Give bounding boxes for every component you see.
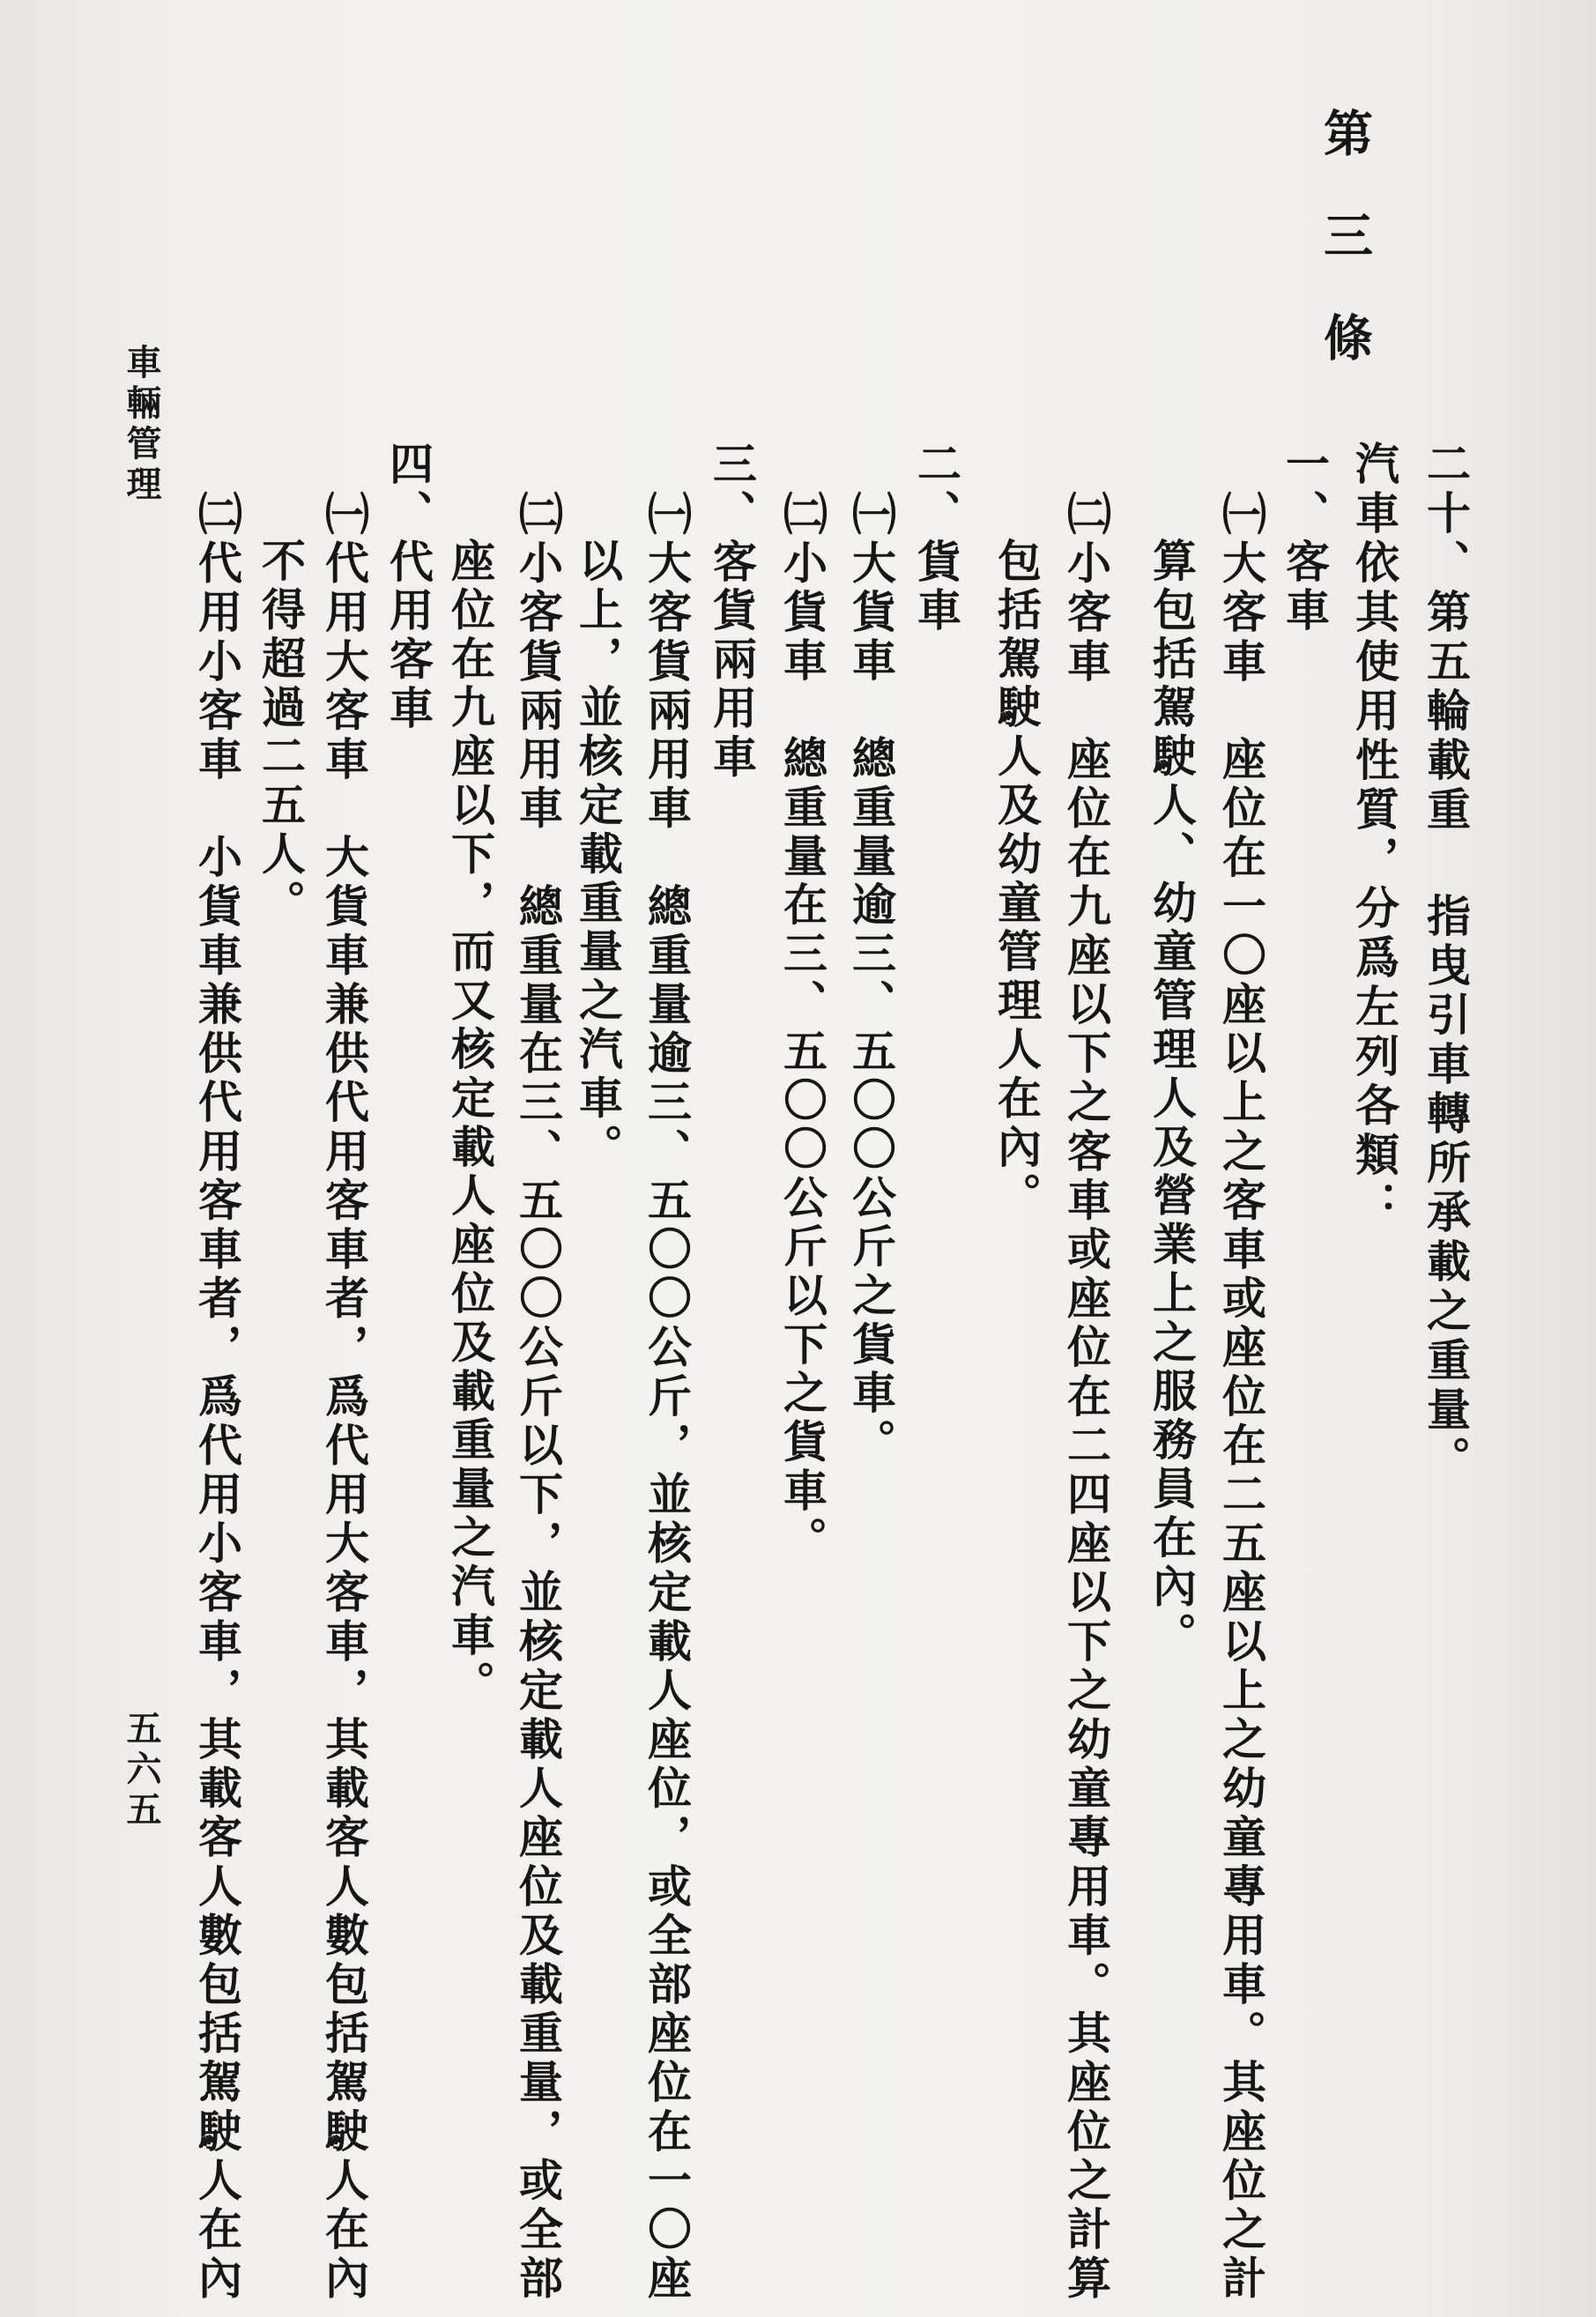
text-line: ㈡小貨車 總重量在三、五〇〇公斤以下之貨車。 [776,491,828,1565]
text-line: ㈠大客車 座位在一〇座以上之客車或座位在二五座以上之幼童專用車。其座位之計 [1215,491,1267,2305]
text-line: ㈠大客貨兩用車 總重量逾三、五〇〇公斤，並核定載人座位，或全部座位在一〇座 [641,491,693,2305]
text-line: 不得超過二五人。 [255,538,307,929]
text-line: ㈠大貨車 總重量逾三、五〇〇公斤之貨車。 [845,491,897,1467]
text-line: 包括駕駛人及幼童管理人在內。 [991,538,1043,1222]
text-line: ㈡小客貨兩用車 總重量在三、五〇〇公斤以下，並核定載人座位及載重量，或全部 [512,491,564,2305]
text-line: 以上，並核定載重量之汽車。 [572,538,624,1173]
page-number: 五六五 [121,1710,162,1831]
section-heading: 二、貨車 [910,441,962,636]
text-line: 汽車依其使用性質，分爲左列各類： [1348,441,1400,1230]
text-line: ㈠代用大客車 大貨車兼供代用客車者，爲代用大客車，其載客人數包括駕駛人在內 [318,491,370,2305]
text-line: ㈡小客車 座位在九座以下之客車或座位在二四座以下之幼童專用車。其座位之計算 [1060,491,1112,2305]
section-heading: 一、客車 [1279,441,1331,636]
article-title: 第三條 [1316,108,1374,414]
text-line: ㈡代用小客車 小貨車兼供代用客車者，爲代用小客車，其載客人數包括駕駛人在內 [191,491,243,2305]
running-head: 車輛管理 [121,344,162,506]
section-heading: 三、客貨兩用車 [706,441,758,783]
section-heading: 四、代用客車 [382,441,434,734]
text-line: 算包括駕駛人、幼童管理人及營業上之服務員在內。 [1146,538,1198,1661]
text-line: 座位在九座以下，而又核定載人座位及載重量之汽車。 [444,538,496,1710]
text-line: 二十、第五輪載重 指曳引車轉所承載之重量。 [1420,441,1472,1485]
